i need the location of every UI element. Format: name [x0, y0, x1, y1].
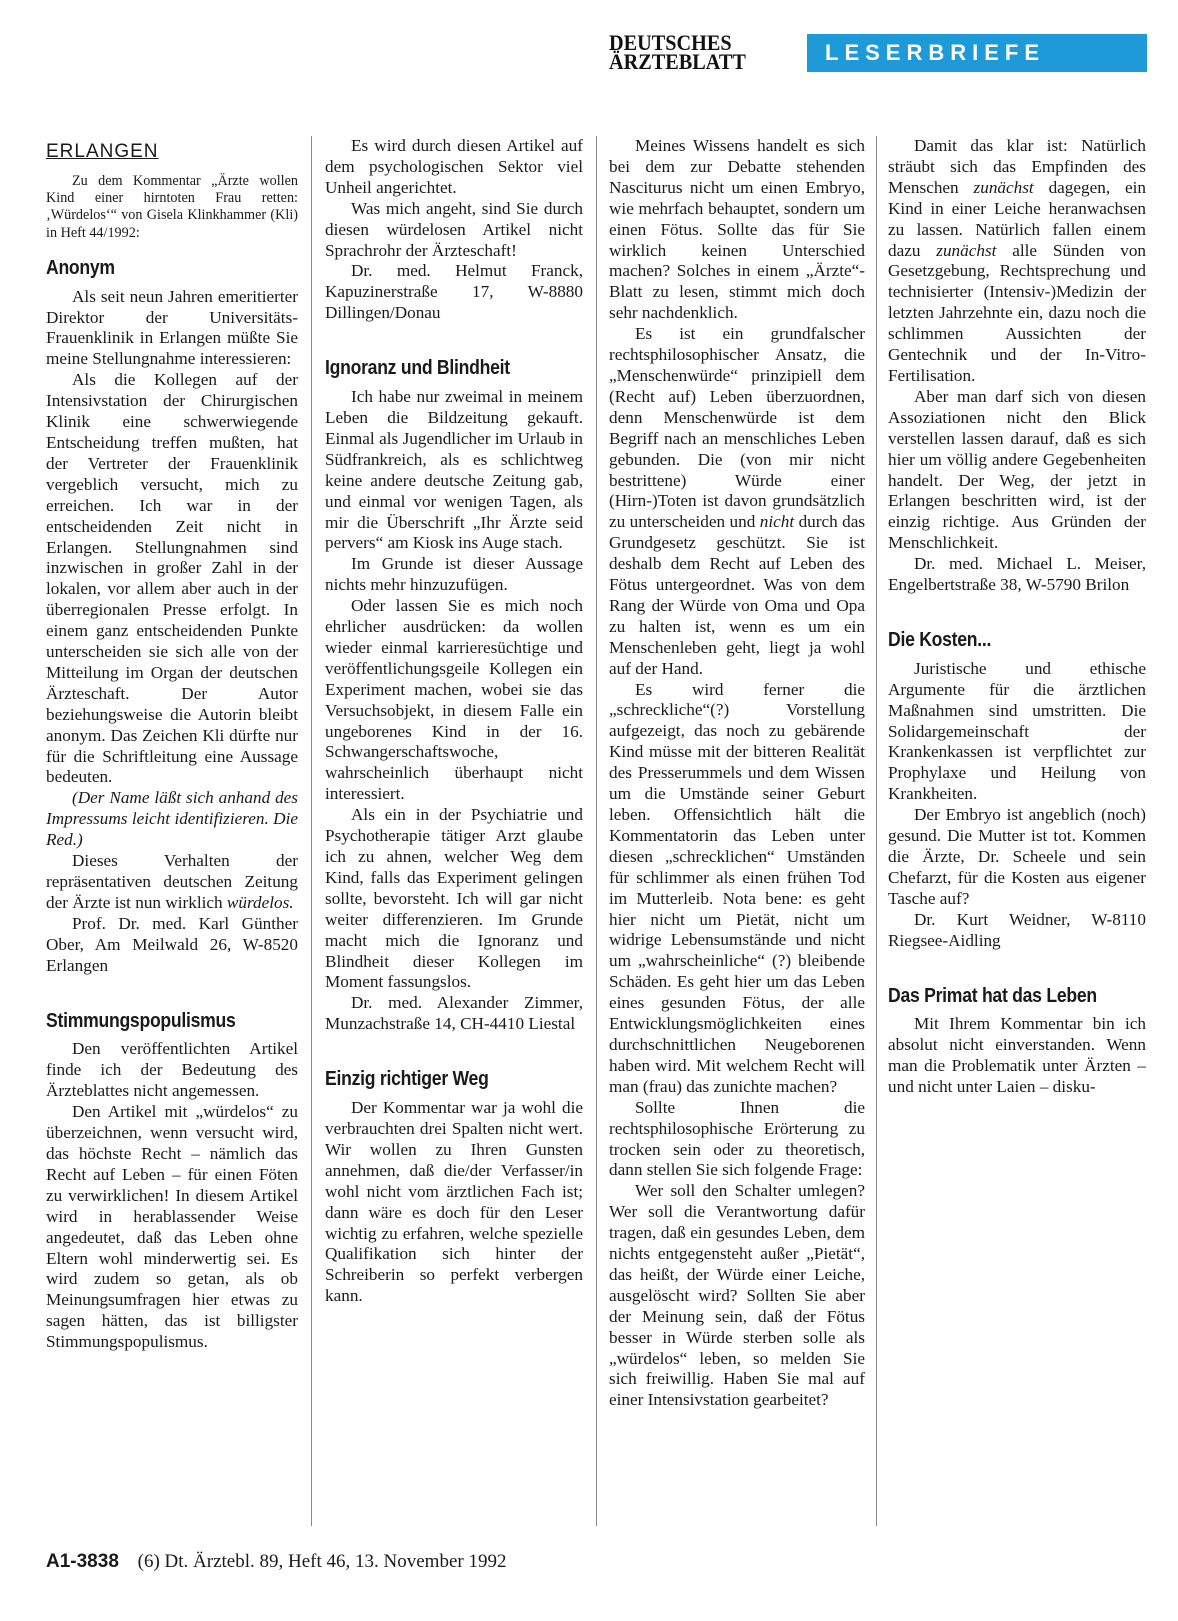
page-footer: [46, 1551, 506, 1573]
paragraph-text: dagegen, ein Kind in einer Leiche heranwachsen zu lassen. Natürlich fallen einem dazu: [888, 177, 1147, 260]
letter-heading: Einzig richtiger Weg: [325, 1068, 489, 1091]
city-heading: ERLANGEN: [46, 141, 159, 162]
column-4: [888, 136, 1146, 1098]
paragraph: Was mich angeht, sind Sie durch diesen würdelosen Artikel nicht Sprachrohr der Ärzteschaft!: [325, 198, 583, 260]
paragraph: Im Grunde ist dieser Aussage nichts mehr hinzuzufügen.: [325, 554, 583, 595]
paragraph-text: alle Sünden von Gesetzgebung, Rechtsprechung und technisierter (Intensiv-)Medizin der letzten Jahrzehnte ein, dazu noch die schlimmen Aussichten der Gentechnik und der In-Vitro-Fertilisation.: [888, 240, 1147, 385]
paragraph: Es wird durch diesen Artikel auf dem psychologischen Sektor viel Unheil angerichtet.: [325, 136, 583, 197]
letter-heading: Die Kosten...: [888, 628, 992, 651]
section-banner: LESERBRIEFE: [807, 34, 1147, 72]
masthead-line1: DEUTSCHES: [609, 30, 732, 55]
paragraph: Oder lassen Sie es mich noch ehrlicher ausdrücken: da wollen wieder einmal karrieresüchtige und veröffentlichungsgeile Kollegen ein Experiment machen, wobei sie das Versuchsobjekt, in diesem Falle ein ungeborenes Kind in der 16. Schwangerschaftswoche, wahrscheinlich überhaupt nicht interessiert.: [325, 596, 583, 804]
paragraph: Den veröffentlichten Artikel finde ich der Bedeutung des Ärzteblattes nicht angemessen.: [46, 1039, 298, 1101]
signature: Dr. Kurt Weidner, W-8110 Riegsee-Aidling: [888, 909, 1146, 950]
paragraph-text: Es ist ein grundfalscher rechtsphilosophischer Ansatz, die „Menschenwürde“ prinzipiell dem (Recht auf) Leben überzuordnen, denn Menschenwürde ist dem Begriff nach an menschliches Leben gebunden. Die (von mir nicht bestrittene) Würde einer (Hirn-)Toten ist davon grundsätzlich zu unterscheiden und: [609, 324, 865, 532]
paragraph-text: Dieses Verhalten der repräsentativen deutschen Zeitung der Ärzte ist nun wirklich: [46, 851, 298, 912]
emphasis: würdelos.: [226, 892, 294, 912]
paragraph: Meines Wissens handelt es sich bei dem zur Debatte stehenden Nasciturus nicht um einen Embryo, wie mehrfach behauptet, sondern um einen Fötus. Sollte das für Sie wirklich keinen Unterschied machen? Solches in einem „Ärzte“-Blatt zu lesen, stimmt mich doch sehr nachdenklich.: [609, 136, 865, 323]
paragraph: Den Artikel mit „würdelos“ zu überzeichnen, wenn versucht wird, das höchste Recht – nämlich das Recht auf Leben – für einen Föten zu verwirklichen! In diesem Artikel wird in herablassender Weise angedeutet, daß das Leben ohne Eltern wohl minderwertig sei. Es wird zudem so getan, als ob Meinungsumfragen hier etwas zu sagen hätten, das ist billigster Stimmungspopulismus.: [46, 1102, 298, 1352]
column-divider: [311, 136, 312, 1526]
paragraph: Als ein in der Psychiatrie und Psychotherapie tätiger Arzt glaube ich zu ahnen, welcher Weg dem Kind, falls das Experiment gelingen sollte, bevorsteht. Ich will gar nicht weiter differenzieren. Im Grunde macht mich die Ignoranz und Blindheit dieser Kollegen im Moment fassungslos.: [325, 805, 583, 992]
paragraph: Mit Ihrem Kommentar bin ich absolut nicht einverstanden. Wenn man die Problematik unter Ärzten – und nicht unter Laien – disku-: [888, 1014, 1146, 1097]
signature: Dr. med. Alexander Zimmer, Munzachstraße 14, CH-4410 Liestal: [325, 993, 583, 1034]
letter-heading: Das Primat hat das Leben: [888, 984, 1097, 1007]
letter-heading: Ignoranz und Blindheit: [325, 357, 510, 380]
masthead-logo: [609, 30, 789, 74]
paragraph: [46, 851, 298, 914]
paragraph: [888, 136, 1146, 387]
paragraph: Als seit neun Jahren emeritierter Direktor der Universitäts-Frauenklinik in Erlangen müßte Sie meine Stellungnahme interessieren:: [46, 286, 298, 369]
intro-text: Zu dem Kommentar „Ärzte wollen Kind einer hirntoten Frau retten: ‚Würdelos‘“ von Gisela Klinkhammer (Kli) in Heft 44/1992:: [46, 172, 298, 241]
letter-heading: Anonym: [46, 256, 115, 279]
signature: Dr. med. Michael L. Meiser, Engelbertstraße 38, W-5790 Brilon: [888, 554, 1146, 595]
paragraph: Der Embryo ist angeblich (noch) gesund. Die Mutter ist tot. Kommen die Ärzte, Dr. Scheele und sein Chefarzt, für die Kosten aus eigener Tasche auf?: [888, 805, 1146, 908]
paragraph-text: durch das Grundgesetz geschützt. Sie ist deshalb dem Recht auf Leben des Fötus untergeordnet. Was von dem Rang der Würde von Oma und Opa zu halten ist, wenn es um ein Menschenleben geht, liegt ja wohl auf der Hand.: [609, 512, 866, 678]
paragraph: Sollte Ihnen die rechtsphilosophische Erörterung zu trocken sein oder zu theoretisch, dann stellen Sie sich folgende Frage:: [609, 1097, 865, 1180]
paragraph: Juristische und ethische Argumente für die ärztlichen Maßnahmen sind umstritten. Die Solidargemeinschaft der Krankenkassen ist verpflichtet zur Prophylaxe und Heilung von Krankheiten.: [888, 658, 1146, 804]
paragraph: [609, 324, 865, 679]
paragraph: Als die Kollegen auf der Intensivstation der Chirurgischen Klinik eine schwerwiegende Entscheidung treffen mußten, hat der Vertreter der Frauenklinik vergeblich versucht, mich zu erreichen. Ich war in der entscheidenden Zeit nicht in Erlangen. Stellungnahmen sind inzwischen in großer Zahl in der lokalen, vor allem aber auch in der überregionalen Presse erfolgt. In einem ganz entscheidenden Punkte unterscheiden sie sich alle von der Mitteilung im Organ der deutschen Ärzteschaft. Der Autor beziehungsweise die Autorin bleibt anonym. Das Zeichen Kli dürfte nur für die Schriftleitung eine Aussage bedeuten.: [46, 370, 298, 787]
column-divider: [876, 136, 877, 1526]
paragraph: Es wird ferner die „schreckliche“(?) Vorstellung aufgezeigt, das noch zu gebärende Kind müsse mit der bitteren Realität des Presserummels und dem Wissen um die Umstände seiner Geburt leben. Offensichtlich hält die Kommentatorin das Leben unter diesen „schrecklichen“ Umständen für schlimmer als einen frühen Tod im Mutterleib. Nota bene: es geht hier nicht um Pietät, nicht um widrige Lebensumstände und nicht um „wahrscheinliche“ (?) bleibende Schäden. Es geht hier um das Leben eines gesunden Fötus, der alle Entwicklungsmöglichkeiten eines durchschnittlichen Neugeborenen haben wird. Mit welchem Recht will man (frau) das zunichte machen?: [609, 679, 865, 1096]
emphasis: zunächst: [973, 177, 1034, 197]
column-1: [46, 136, 298, 1353]
paragraph: Der Kommentar war ja wohl die verbrauchten drei Spalten nicht wert. Wir wollen zu Ihren Gunsten annehmen, daß die/der Verfasser/in wohl nicht vom ärztlichen Fach ist; dann wäre es doch für den Leser wichtig zu erfahren, welche spezielle Qualifikation sich hinter der Schreiberin so perfekt verbergen kann.: [325, 1098, 583, 1306]
signature: Prof. Dr. med. Karl Günther Ober, Am Meilwald 26, W-8520 Erlangen: [46, 913, 298, 975]
citation: (6) Dt. Ärztebl. 89, Heft 46, 13. November 1992: [137, 1551, 507, 1572]
paragraph: Ich habe nur zweimal in meinem Leben die Bildzeitung gekauft. Einmal als Jugendlicher im Urlaub in Südfrankreich, als es schlichtweg keine andere deutsche Zeitung gab, und einmal vor wenigen Tagen, als mir die Überschrift „Ihr Ärzte seid pervers“ am Kiosk ins Auge stach.: [325, 387, 583, 553]
column-2: [325, 136, 583, 1307]
paragraph: Wer soll den Schalter umlegen? Wer soll die Verantwortung dafür tragen, daß ein gesundes Leben, dem nichts entgegensteht außer „Pietät“, das heißt, der Würde einer Leiche, ausgelöscht wird? Sollten Sie aber der Meinung sein, daß der Fötus besser in Würde sterben solle als „würdelos“ leben, so melden Sie sich freiwillig. Haben Sie mal auf einer Intensivstation gearbeitet?: [609, 1181, 865, 1410]
column-3: [609, 136, 865, 1411]
paragraph-text: Damit das klar ist: Natürlich sträubt sich das Empfinden des Menschen: [888, 136, 1146, 197]
editor-note: (Der Name läßt sich anhand des Impressums leicht identifizieren. Die Red.): [46, 788, 298, 850]
emphasis: nicht: [759, 512, 795, 532]
signature: Dr. med. Helmut Franck, Kapuzinerstraße 17, W-8880 Dillingen/Donau: [325, 261, 583, 323]
paragraph: Aber man darf sich von diesen Assoziationen nicht den Blick verstellen lassen darauf, daß es sich hier um völlig andere Gegebenheiten handelt. Der Weg, der jetzt in Erlangen beschritten wird, ist der einzig richtige. Aus Gründen der Menschlichkeit.: [888, 386, 1146, 553]
masthead-line2: ÄRZTEBLATT: [609, 49, 746, 74]
emphasis: zunächst: [936, 240, 997, 260]
column-divider: [596, 136, 597, 1526]
page-number: A1-3838: [46, 1551, 119, 1572]
letter-heading: Stimmungspopulismus: [46, 1009, 236, 1032]
